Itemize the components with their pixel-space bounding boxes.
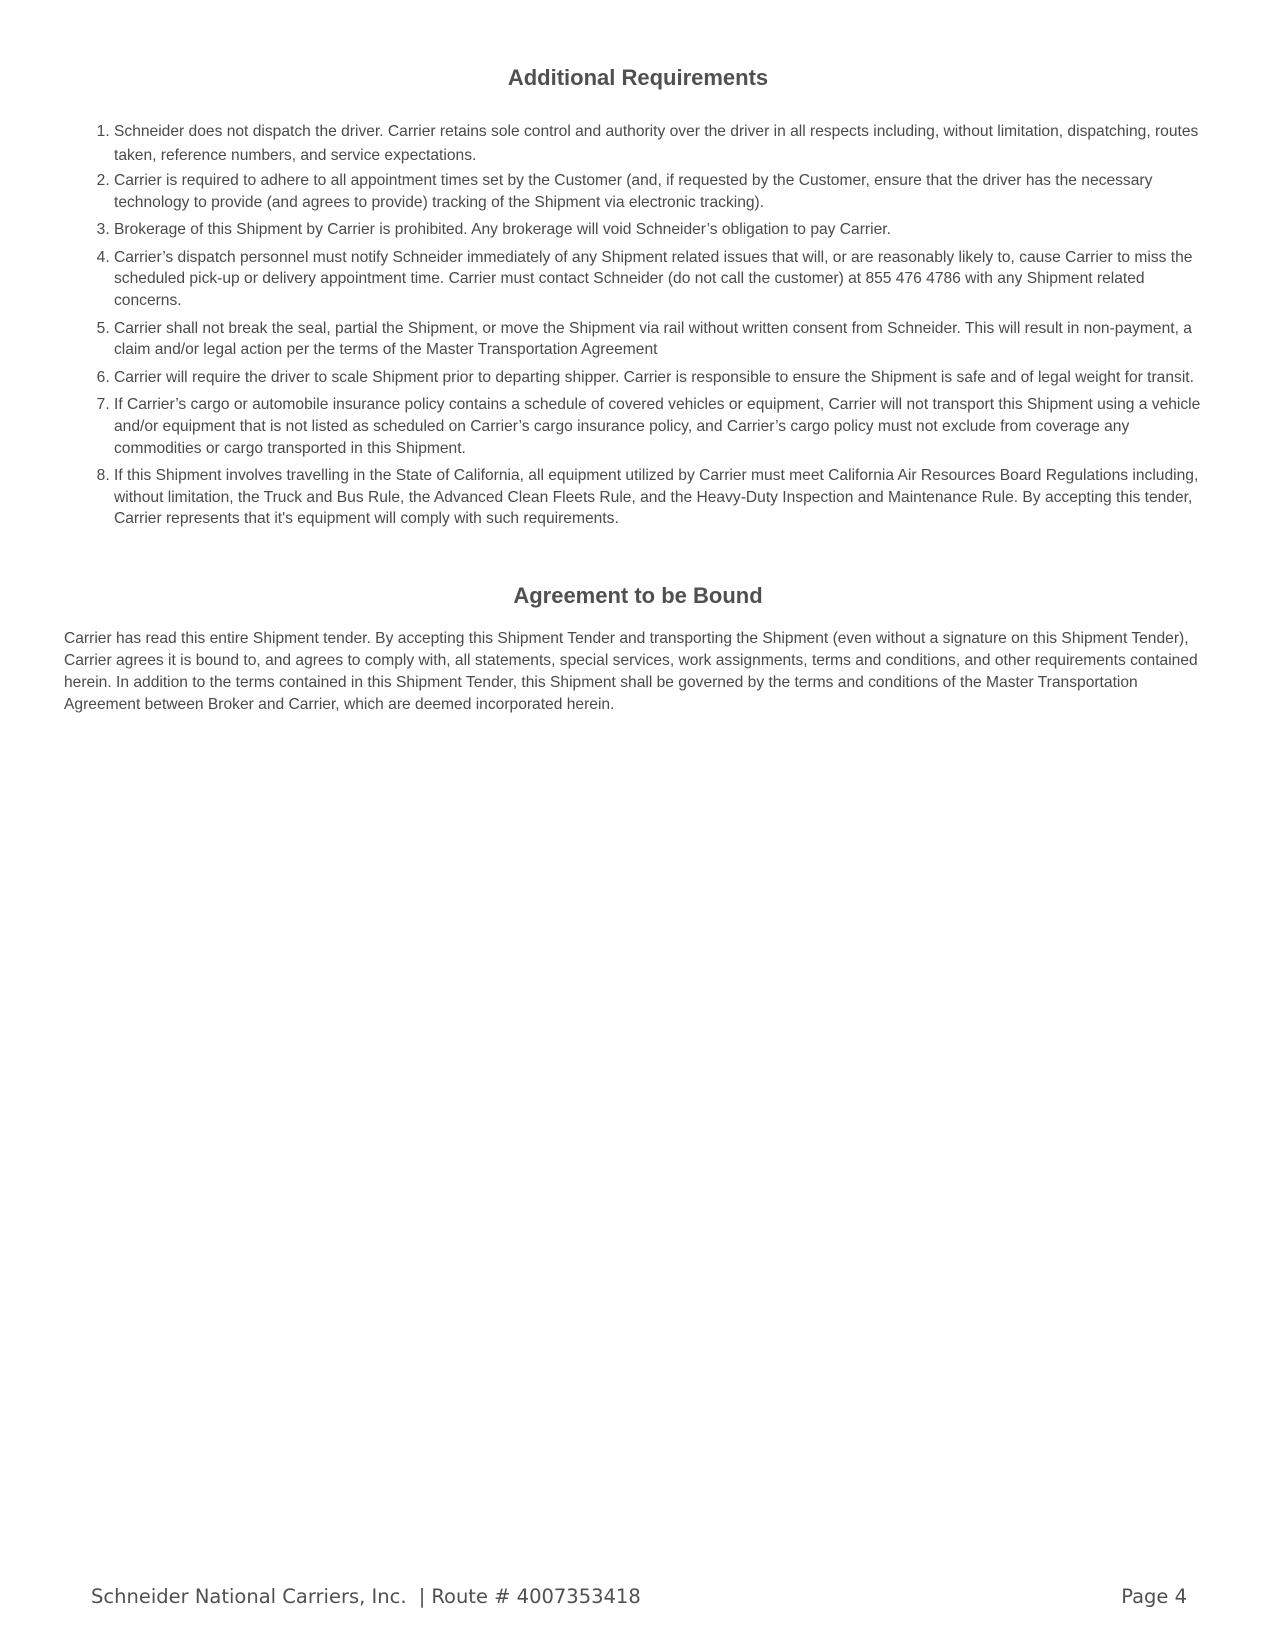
additional-requirements-title: Additional Requirements: [507, 65, 769, 90]
requirement-item: 4. Carrier’s dispatch personnel must notify Schneider immediately of any Shipment related issues that will, or are reasonably likely to, cause Carrier to miss the scheduled pick-up or delivery appointment time. Carrier must contact Schneider (do not call the customer) at 855 476 4786 with any Shipment related concerns.: [114, 247, 1212, 312]
page-footer: [91, 1585, 1187, 1608]
footer-left: [91, 1585, 641, 1608]
requirements-list: [64, 120, 1212, 530]
footer-separator: |: [418, 1585, 426, 1608]
agreement-title: Agreement to be Bound: [513, 582, 763, 608]
footer-route: Route # 4007353418: [431, 1585, 641, 1608]
requirement-item: 8. If this Shipment involves travelling in the State of California, all equipment utilized by Carrier must meet California Air Resources Board Regulations including, without limitation, the Truck and Bus Rule, the Advanced Clean Fleets Rule, and the Heavy-Duty Inspection and Maintenance Rule. By accepting this tender, Carrier represents that it's equipment will comply with such requirements.: [114, 465, 1212, 530]
requirement-item: 6. Carrier will require the driver to scale Shipment prior to departing shipper. Carrier is responsible to ensure the Shipment is safe and of legal weight for transit.: [114, 367, 1212, 389]
requirement-item: 5. Carrier shall not break the seal, partial the Shipment, or move the Shipment via rail without written consent from Schneider. This will result in non-payment, a claim and/or legal action per the terms of the Master Transportation Agreement: [114, 318, 1212, 361]
footer-company: Schneider National Carriers, Inc.: [91, 1585, 407, 1608]
requirement-item: 2. Carrier is required to adhere to all appointment times set by the Customer (and, if requested by the Customer, ensure that the driver has the necessary technology to provide (and agrees to provide) tracking of the Shipment via electronic tracking).: [114, 170, 1212, 213]
requirement-item: 1. Schneider does not dispatch the driver. Carrier retains sole control and authority over the driver in all respects including, without limitation, dispatching, routes taken, reference numbers, and service expectations.: [114, 120, 1212, 167]
footer-page-number: Page 4: [1121, 1585, 1187, 1608]
requirement-item: 7. If Carrier’s cargo or automobile insurance policy contains a schedule of covered vehicles or equipment, Carrier will not transport this Shipment using a vehicle and/or equipment that is not listed as scheduled on Carrier’s cargo insurance policy, and Carrier’s cargo policy must not exclude from coverage any commodities or cargo transported in this Shipment.: [114, 394, 1212, 459]
requirement-item: 3. Brokerage of this Shipment by Carrier is prohibited. Any brokerage will void Schneider’s obligation to pay Carrier.: [114, 219, 1212, 241]
agreement-text: Carrier has read this entire Shipment tender. By accepting this Shipment Tender and transporting the Shipment (even without a signature on this Shipment Tender), Carrier agrees it is bound to, and agrees to comply with, all statements, special services, work assignments, terms and conditions, and other requirements contained herein. In addition to the terms contained in this Shipment Tender, this Shipment shall be governed by the terms and conditions of the Master Transportation Agreement between Broker and Carrier, which are deemed incorporated herein.: [64, 629, 1198, 713]
page-content: [64, 62, 1212, 716]
